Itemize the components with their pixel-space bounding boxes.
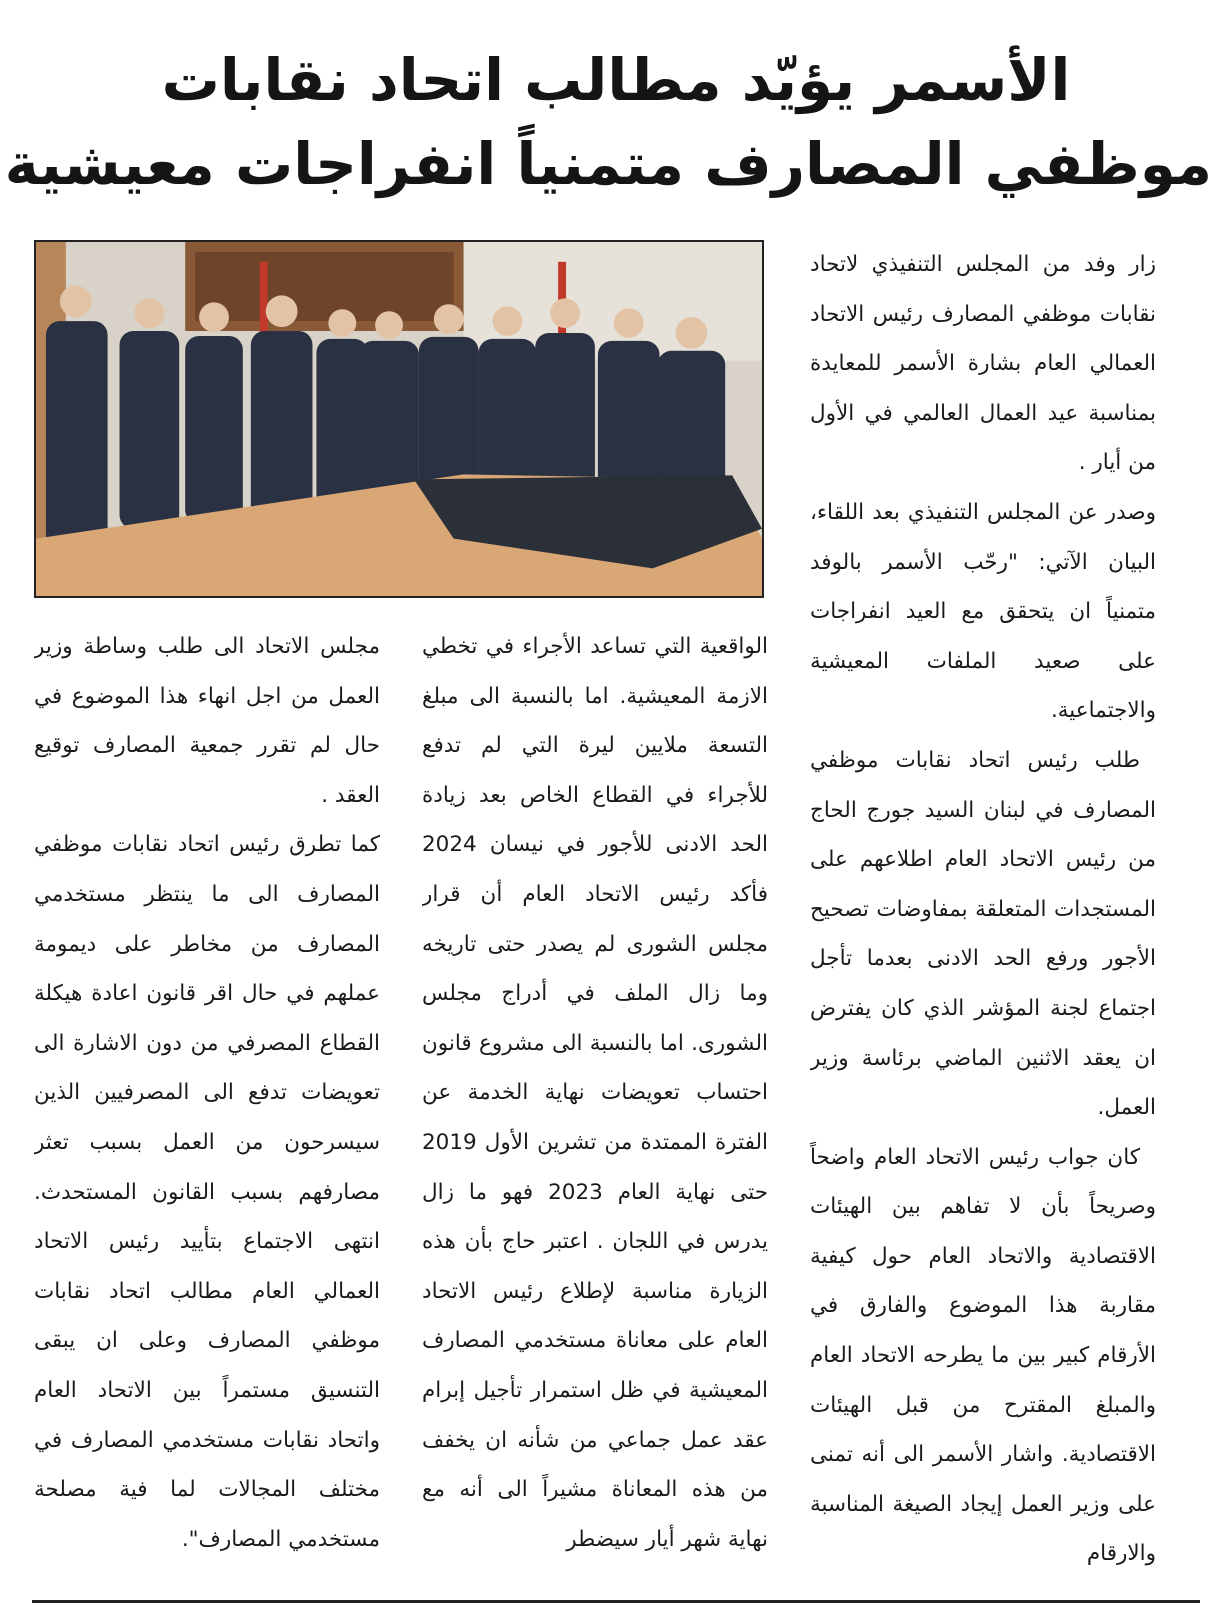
article-paragraph: الواقعية التي تساعد الأجراء في تخطي الازمة المعيشية. اما بالنسبة الى مبلغ التسعة ملايين ليرة التي لم تدفع للأجراء في القطاع الخاص بعد زيادة الحد الادنى للأجور في نيسان 2024 فأكد رئيس الاتحاد العام أن قرار مجلس الشورى لم يصدر حتى تاريخه وما زال الملف في أدراج مجلس الشورى. اما بالنسبة الى مشروع قانون احتساب تعويضات نهاية الخدمة عن الفترة الممتدة من تشرين الأول 2019 حتى نهاية العام 2023 فهو ما زال يدرس في اللجان . اعتبر حاج بأن هذه الزيارة مناسبة لإطلاع رئيس الاتحاد العام على معاناة مستخدمي المصارف المعيشية في ظل استمرار تأجيل إبرام عقد عمل جماعي من شأنه ان يخفف من هذه المعاناة مشيراً الى أنه مع نهاية شهر أيار سيضطر [422,634,768,1552]
group-photo-illustration [36,242,762,596]
headline-line-1: الأسمر يؤيّد مطالب اتحاد نقابات [161,46,1071,114]
group-photo [34,240,764,598]
article-paragraph: وصدر عن المجلس التنفيذي بعد اللقاء، البيان الآتي: "رحّب الأسمر بالوفد متمنياً ان يتحقق مع العيد انفراجات على صعيد الملفات المعيشية والاجتماعية. [810,499,1156,724]
article-paragraph: زار وفد من المجلس التنفيذي لاتحاد نقابات موظفي المصارف رئيس الاتحاد العمالي العام بشارة الأسمر للمعايدة بمناسبة عيد العمال العالمي في الأول من أيار . [810,252,1156,476]
headline-line-2: موظفي المصارف متمنياً انفراجات معيشية [4,130,1212,198]
bottom-divider [32,1600,1200,1603]
article-column-middle [422,622,768,1600]
article-paragraph: كان جواب رئيس الاتحاد العام واضحاً وصريحاً بأن لا تفاهم بين الهيئات الاقتصادية والاتحاد العام حول كيفية مقاربة هذا الموضوع والفارق في الأرقام كبير بين ما يطرحه الاتحاد العام والمبلغ المقترح من قبل الهيئات الاقتصادية. واشار الأسمر الى أنه تمنى على وزير العمل إيجاد الصيغة المناسبة والارقام [810,1144,1156,1567]
article-paragraph: طلب رئيس اتحاد نقابات موظفي المصارف في لبنان السيد جورج الحاج من رئيس الاتحاد العام اطلاعهم على المستجدات المتعلقة بمفاوضات تصحيح الأجور ورفع الحد الادنى بعدما تأجل اجتماع لجنة المؤشر الذي كان يفترض ان يعقد الاثنين الماضي برئاسة وزير العمل. [810,747,1156,1121]
article-paragraph: كما تطرق رئيس اتحاد نقابات موظفي المصارف الى ما ينتظر مستخدمي المصارف من مخاطر على ديمومة عملهم في حال اقر قانون اعادة هيكلة القطاع المصرفي من دون الاشارة الى تعويضات تدفع الى المصرفيين الذين سيسرحون من العمل بسبب تعثر مصارفهم بسبب القانون المستحدث. انتهى الاجتماع بتأييد رئيس الاتحاد العمالي العام مطالب اتحاد نقابات موظفي المصارف وعلى ان يبقى التنسيق مستمراً بين الاتحاد العام واتحاد نقابات مستخدمي المصارف في مختلف المجالات لما فية مصلحة مستخدمي المصارف". [34,832,380,1552]
article-column-right [810,240,1156,1600]
article-paragraph: مجلس الاتحاد الى طلب وساطة وزير العمل من اجل انهاء هذا الموضوع في حال لم تقرر جمعية المصارف توقيع العقد . [34,634,380,808]
headline [4,38,1212,206]
article-column-left [34,622,380,1600]
